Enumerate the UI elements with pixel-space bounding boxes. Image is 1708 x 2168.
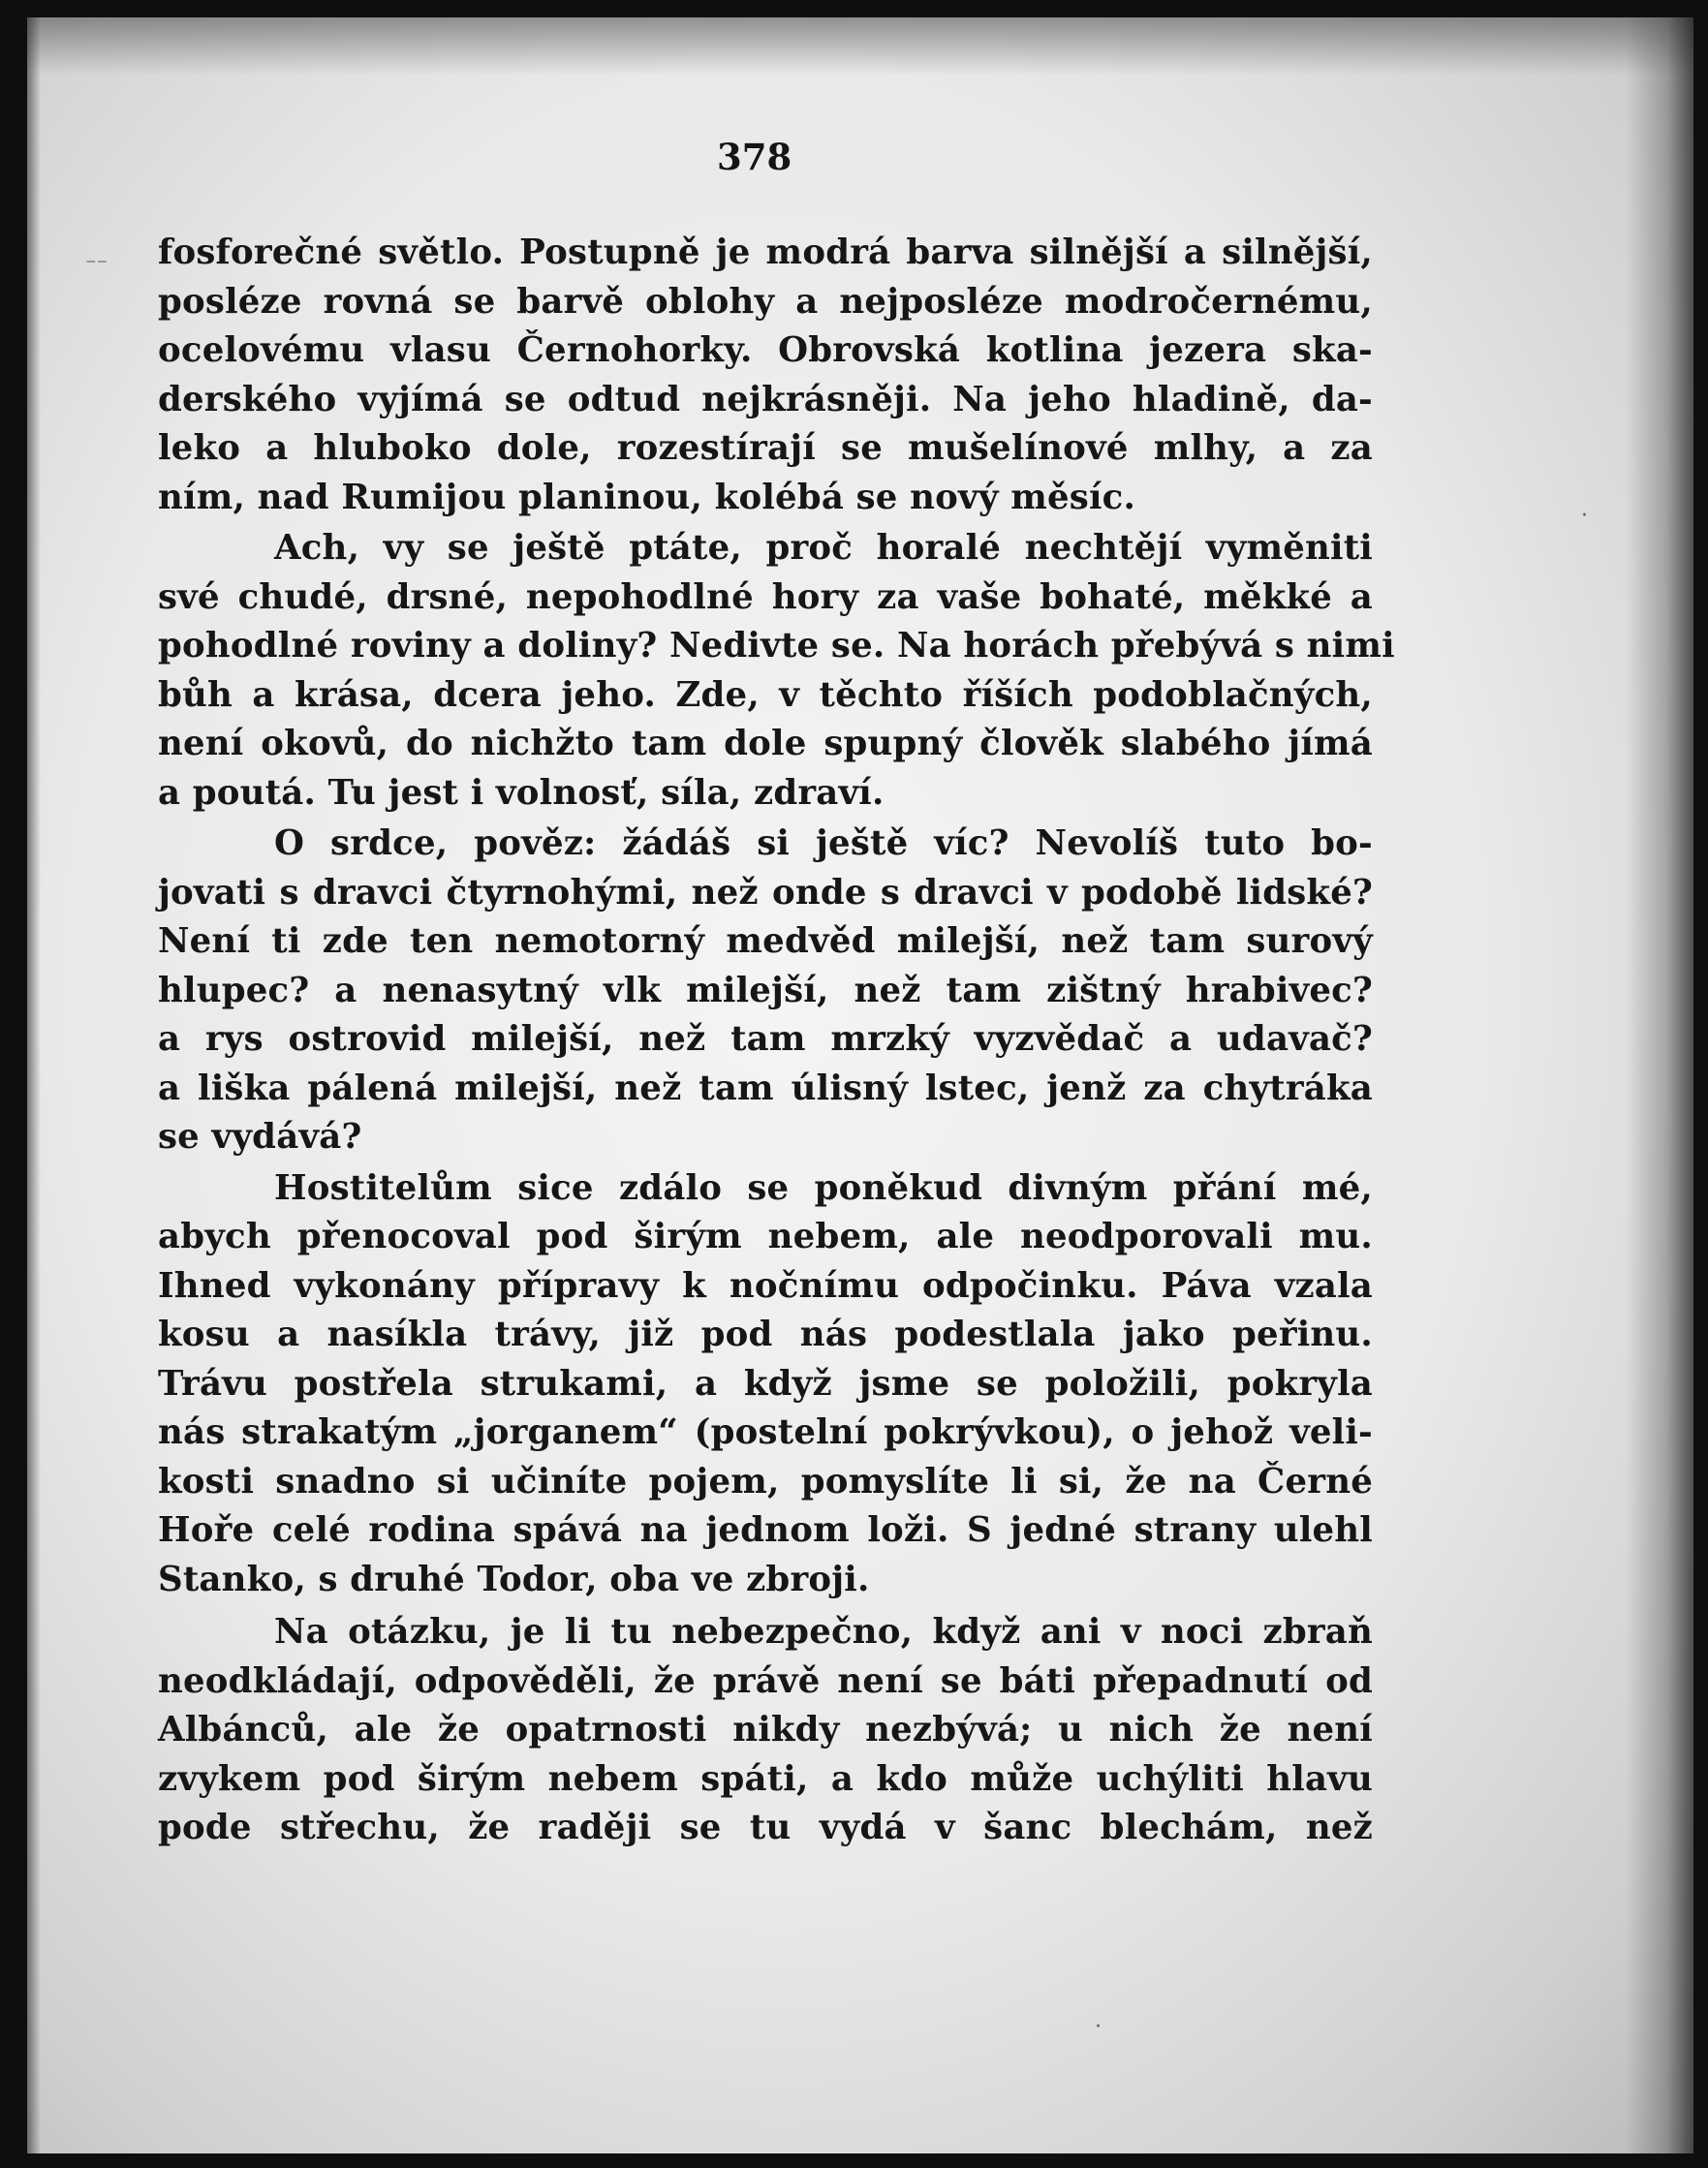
- speck-mark: ·: [1581, 504, 1588, 528]
- text-line: derského vyjímá se odtud nejkrásněji. Na jeho hladině, da-: [158, 379, 1373, 419]
- body-text: [158, 229, 1395, 1853]
- text-line: leko a hluboko dole, rozestírají se mušelínové mlhy, a za: [158, 428, 1373, 468]
- paragraph-2: [158, 524, 1395, 818]
- text-line: své chudé, drsné, nepohodlné hory za vaše bohaté, měkké a: [158, 576, 1373, 617]
- text-line: se vydává?: [158, 1117, 362, 1157]
- text-line: a rys ostrovid milejší, než tam mrzký vyzvědač a udavač?: [158, 1019, 1373, 1059]
- paragraph-1: [158, 229, 1373, 522]
- text-line: nás strakatým „jorganem“ (postelní pokrývkou), o jehož veli-: [158, 1412, 1373, 1452]
- paragraph-5: [158, 1608, 1373, 1853]
- text-line: Na otázku, je li tu nebezpečno, když ani v noci zbraň: [274, 1612, 1373, 1652]
- text-line: neodkládají, odpověděli, že právě není se báti přepadnutí od: [158, 1660, 1373, 1701]
- scan-shadow-right: [1626, 17, 1693, 2153]
- text-line: není okovů, do nichžto tam dole spupný člověk slabého jímá: [158, 724, 1373, 763]
- text-line: fosforečné světlo. Postupně je modrá barva silnější a silnější,: [158, 232, 1373, 272]
- text-line: pode střechu, že raději se tu vydá v šanc blechám, než: [158, 1808, 1373, 1847]
- paragraph-4: [158, 1164, 1373, 1605]
- text-line: Stanko, s druhé Todor, oba ve zbroji.: [158, 1559, 870, 1599]
- text-line: a poutá. Tu jest i volnosť, síla, zdraví.: [158, 772, 885, 813]
- text-line: bůh a krása, dcera jeho. Zde, v těchto říších podoblačných,: [158, 674, 1373, 715]
- text-line: kosu a nasíkla trávy, již pod nás podestlala jako peřinu.: [158, 1315, 1373, 1354]
- text-line: O srdce, pověz: žádáš si ještě víc? Nevolíš tuto bo-: [274, 823, 1373, 863]
- text-line: kosti snadno si učiníte pojem, pomyslíte li si, že na Černé: [158, 1461, 1373, 1502]
- text-line: a liška pálená milejší, než tam úlisný lstec, jenž za chytráka: [158, 1068, 1373, 1108]
- text-line: jovati s dravci čtyrnohými, než onde s dravci v podobě lidské?: [158, 872, 1373, 913]
- text-line: Ihned vykonány přípravy k nočnímu odpočinku. Páva vzala: [158, 1265, 1373, 1306]
- text-line: Není ti zde ten nemotorný medvěd milejší, než tam surový: [158, 921, 1373, 961]
- speck-mark: ·: [1095, 2015, 1102, 2039]
- text-line: posléze rovná se barvě oblohy a nejposléze modročernému,: [158, 281, 1373, 322]
- text-line: Hostitelům sice zdálo se poněkud divným přání mé,: [274, 1167, 1373, 1208]
- text-line: Ach, vy se ještě ptáte, proč horalé nechtějí vyměniti: [274, 528, 1373, 568]
- text-line: Trávu postřela strukami, a když jsme se položili, pokryla: [158, 1363, 1373, 1404]
- paragraph-3: [158, 820, 1373, 1162]
- text-line: Hoře celé rodina spává na jednom loži. S jedné strany ulehl: [158, 1510, 1373, 1550]
- page-number: 378: [717, 136, 792, 178]
- text-line: pohodlné roviny a doliny? Nedivte se. Na horách přebývá s nimi: [158, 626, 1395, 666]
- scan-shadow-left: [27, 17, 41, 2153]
- margin-mark: ⁻⁻: [85, 254, 109, 278]
- text-line: Albánců, ale že opatrnosti nikdy nezbývá; u nich že není: [158, 1710, 1373, 1750]
- text-line: abych přenocoval pod širým nebem, ale neodporovali mu.: [158, 1217, 1373, 1256]
- scan-shadow-top: [27, 17, 1693, 76]
- text-line: hlupec? a nenasytný vlk milejší, než tam zištný hrabivec?: [158, 970, 1373, 1010]
- text-line: zvykem pod širým nebem spáti, a kdo může uchýliti hlavu: [158, 1758, 1373, 1799]
- text-line: ním, nad Rumijou planinou, kolébá se nový měsíc.: [158, 477, 1136, 517]
- text-line: ocelovému vlasu Černohorky. Obrovská kotlina jezera ska-: [158, 330, 1373, 370]
